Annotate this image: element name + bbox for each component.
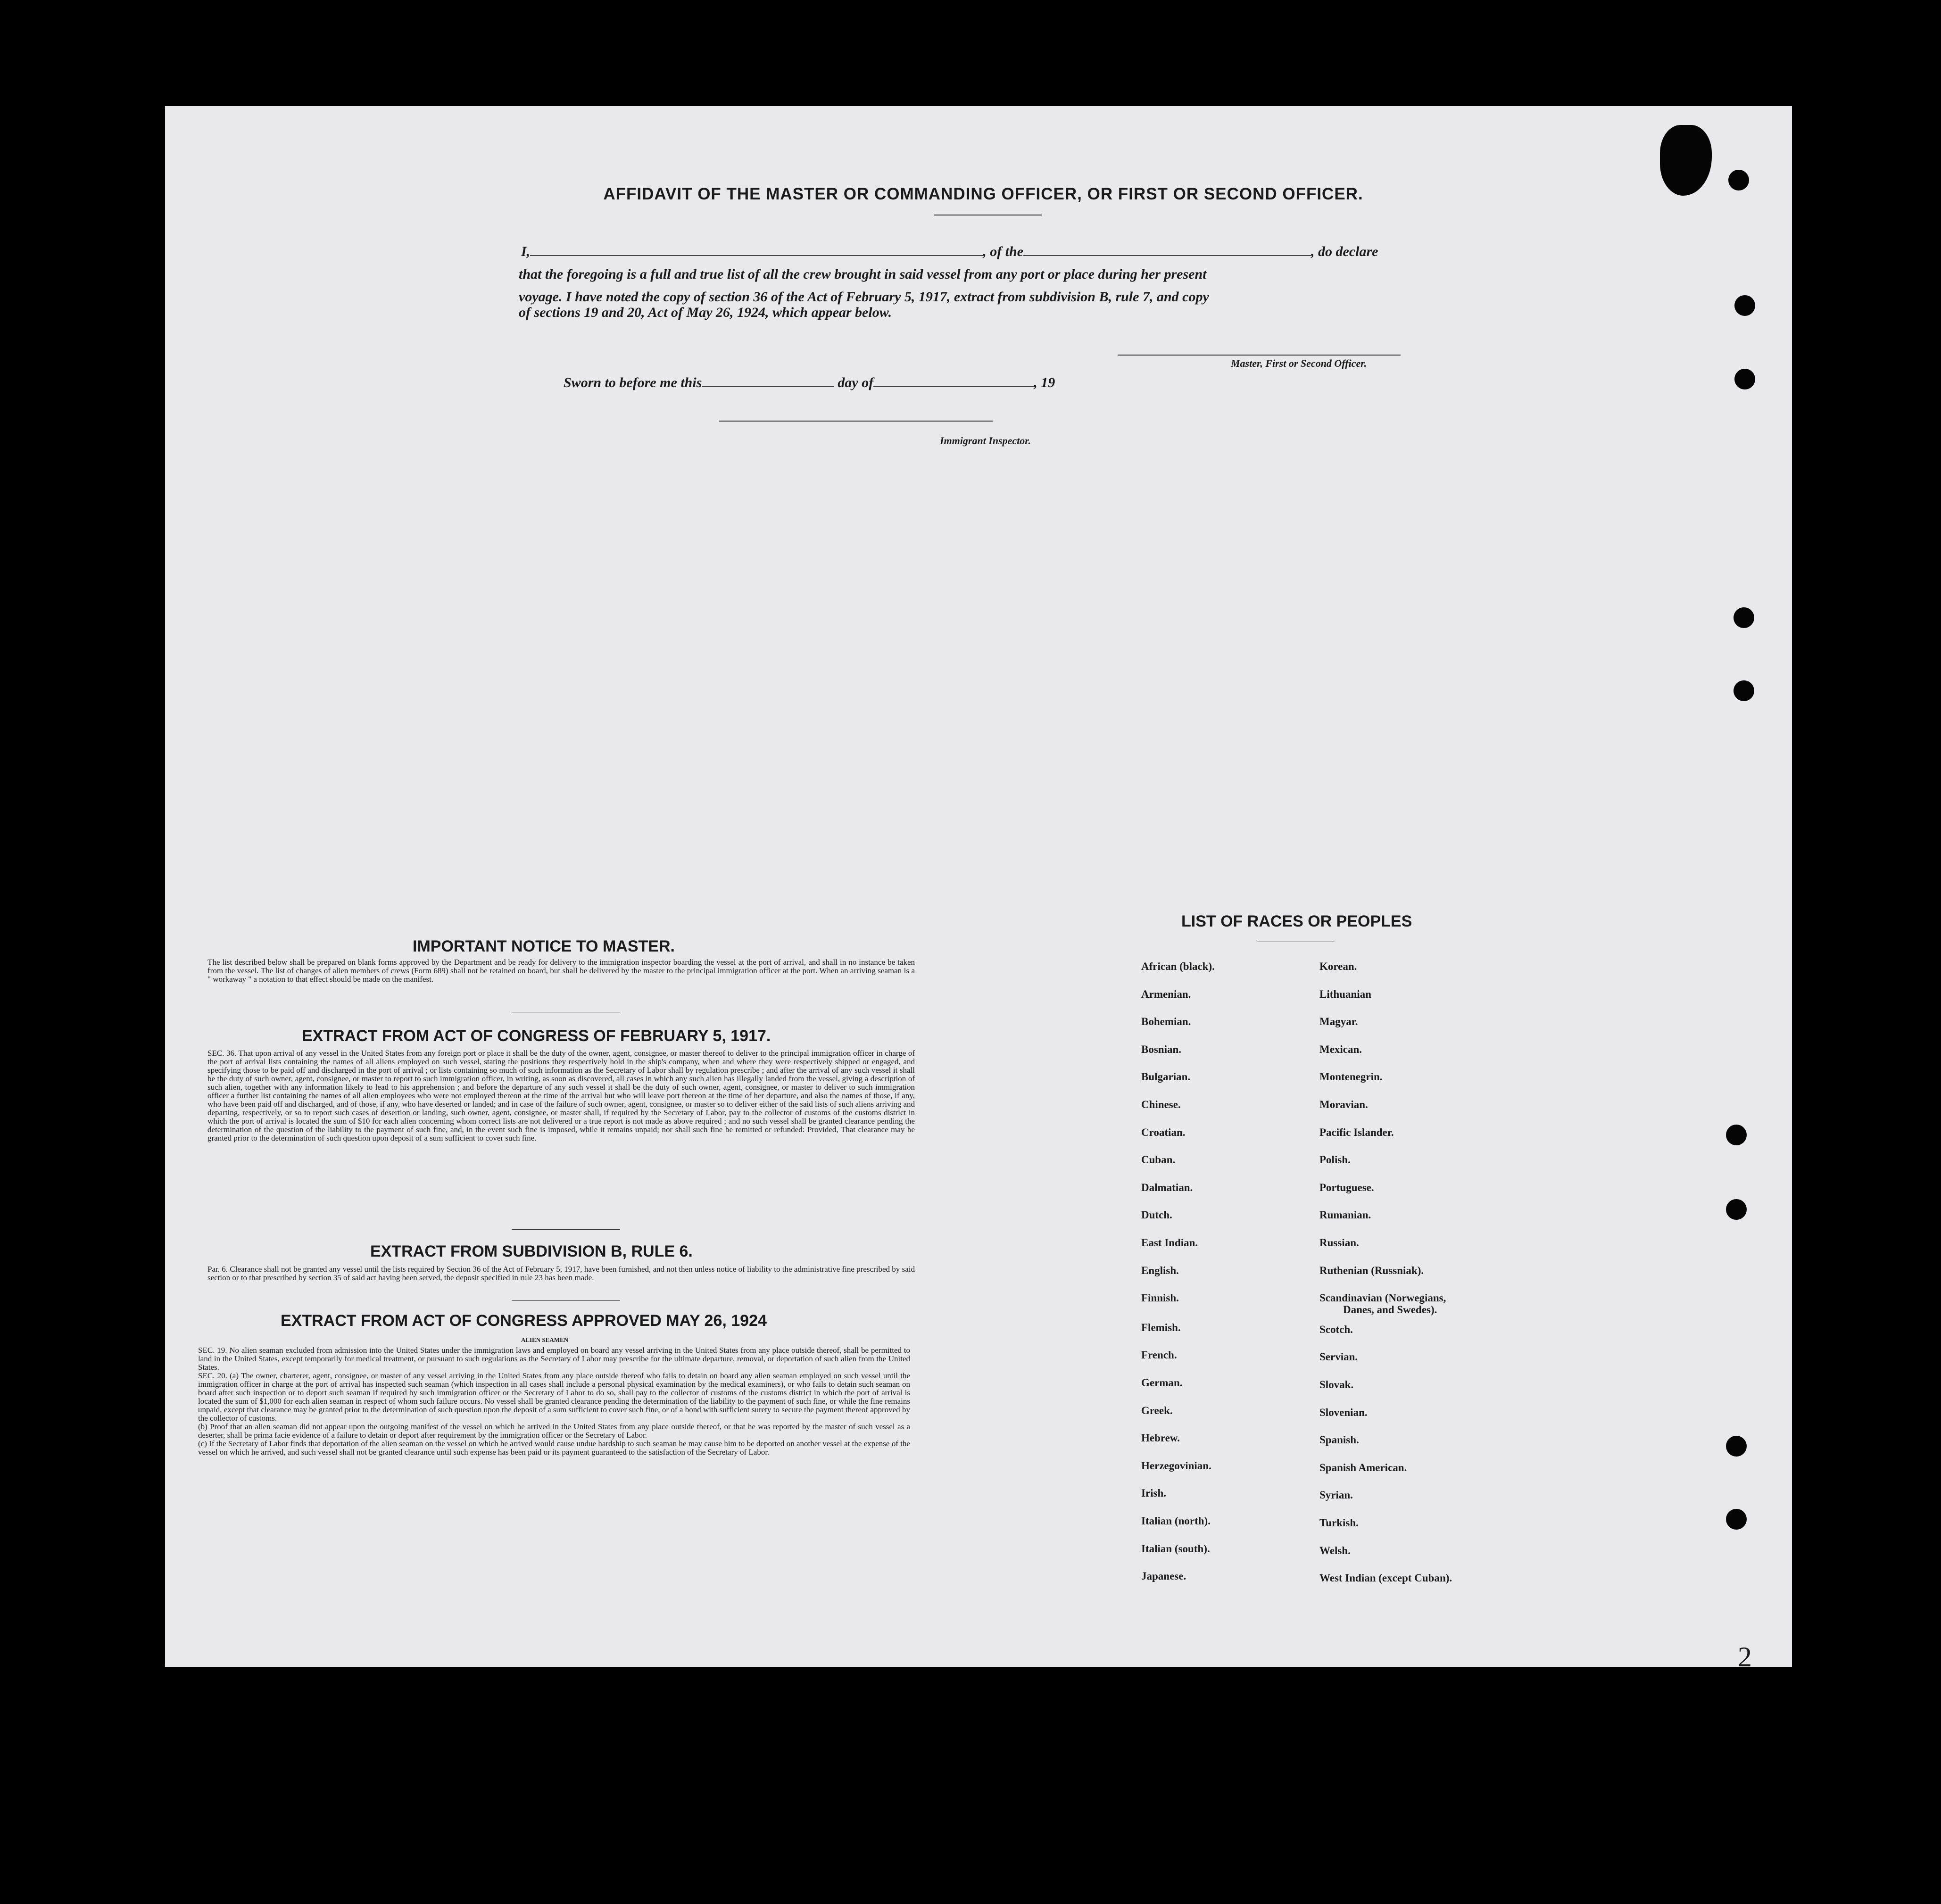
sec19-text: SEC. 19. No alien seaman excluded from admission into the United States under the immigration laws and employed on board any vessel arriving in the United States from any place outside thereof, shall be permitted to land in the United States, except temporarily for medical treatment, or pursuant to such regulations as the Secretary of Labor may prescribe for the ultimate departure, removal, or deportation of such alien from the United States. — [198, 1346, 910, 1372]
race-item: Turkish. — [1319, 1517, 1359, 1529]
race-item: Servian. — [1319, 1351, 1358, 1363]
affidavit-line-3: voyage. I have noted the copy of section 36 of the Act of February 5, 1917, extract from subdivision B, rule 7, and copy — [519, 289, 1209, 305]
race-item: Portuguese. — [1319, 1182, 1374, 1193]
race-item: Mexican. — [1319, 1043, 1362, 1055]
race-item: Ruthenian (Russniak). — [1319, 1265, 1424, 1276]
race-item: Scandinavian (Norwegians, — [1319, 1292, 1446, 1304]
race-item: English. — [1141, 1265, 1179, 1276]
race-item: Syrian. — [1319, 1489, 1353, 1501]
race-item: Russian. — [1319, 1237, 1359, 1249]
affidavit-title: AFFIDAVIT OF THE MASTER OR COMMANDING OFFICER, OR FIRST OR SECOND OFFICER. — [603, 185, 1363, 203]
race-item: Polish. — [1319, 1154, 1351, 1166]
rule6-divider — [512, 1300, 620, 1301]
extract-1924-body — [198, 1346, 910, 1457]
vessel-blank[interactable] — [1023, 255, 1311, 256]
extract-1917-title: EXTRACT FROM ACT OF CONGRESS OF FEBRUARY 5, 1917. — [302, 1027, 771, 1045]
sworn-line — [564, 372, 1055, 394]
race-item: Cuban. — [1141, 1154, 1176, 1166]
races-title: LIST OF RACES OR PEOPLES — [1181, 912, 1412, 930]
race-item: Spanish American. — [1319, 1462, 1407, 1474]
race-item: Flemish. — [1141, 1322, 1181, 1333]
punch-hole — [1726, 1125, 1747, 1145]
race-item: Bulgarian. — [1141, 1071, 1191, 1083]
sec20c-text: (c) If the Secretary of Labor finds that deportation of the alien seaman on the vessel on which he arrived would cause undue hardship to such seaman he may cause him to be deported on another vessel at the expense of the vessel on which he arrived, and such vessel shall not be granted clearance until such expense has been paid or its payment guaranteed to the satisfaction of the Secretary of Labor. — [198, 1439, 910, 1457]
punch-hole — [1734, 607, 1754, 628]
do-declare-label: , do declare — [1311, 244, 1378, 259]
sec20b-text: (b) Proof that an alien seaman did not appear upon the outgoing manifest of the vessel on which he arrived in the United States from any place outside thereof, or that he was reported by the master of such vessel as a deserter, shall be prima facie evidence of a failure to detain or deport after requirement by the immigration officer or the Secretary of Labor. — [198, 1422, 910, 1440]
race-item: Herzegovinian. — [1141, 1460, 1211, 1472]
margin-mark: 2 — [1738, 1641, 1752, 1672]
of-the-label: , of the — [983, 244, 1024, 259]
affidavit-line-4: of sections 19 and 20, Act of May 26, 1924, which appear below. — [519, 305, 892, 320]
race-item: West Indian (except Cuban). — [1319, 1572, 1452, 1584]
race-item: Bosnian. — [1141, 1043, 1182, 1055]
race-item: Pacific Islander. — [1319, 1126, 1394, 1138]
race-item: Slovak. — [1319, 1379, 1354, 1391]
race-item: Dutch. — [1141, 1209, 1172, 1221]
punch-hole — [1734, 369, 1755, 389]
race-item: Italian (north). — [1141, 1515, 1211, 1527]
race-item: Japanese. — [1141, 1570, 1186, 1582]
extract-1924-title: EXTRACT FROM ACT OF CONGRESS APPROVED MAY 26, 1924 — [281, 1312, 767, 1330]
race-item: Spanish. — [1319, 1434, 1359, 1446]
extract-1917-divider — [512, 1229, 620, 1230]
punch-hole — [1734, 680, 1754, 701]
race-item: Welsh. — [1319, 1545, 1351, 1556]
notice-title: IMPORTANT NOTICE TO MASTER. — [413, 937, 675, 955]
race-item: Scotch. — [1319, 1324, 1353, 1335]
notice-body: The list described below shall be prepared on blank forms approved by the Department and be ready for delivery to the immigration inspector boarding the vessel at the port of arrival, and shall in no instance be taken from the vessel. The list of changes of alien members of crews (Form 689) shall not be retained on board, but shall be delivered by the master to the principal immigration officer at the port. When an arriving seaman is a " workaway " a notation to that effect should be made on the manifest. — [207, 958, 915, 984]
race-scandinavian-continued: Danes, and Swedes). — [1343, 1304, 1437, 1316]
month-blank[interactable] — [873, 386, 1034, 387]
race-item: Irish. — [1141, 1487, 1167, 1499]
race-item: Bohemian. — [1141, 1016, 1191, 1027]
day-of-label: day of — [838, 375, 874, 390]
race-item: East Indian. — [1141, 1237, 1198, 1249]
punch-hole — [1728, 170, 1749, 190]
day-blank[interactable] — [702, 386, 834, 387]
affidavit-line-2: that the foregoing is a full and true list of all the crew brought in said vessel from any port or place during her present — [519, 266, 1207, 282]
punch-hole — [1726, 1509, 1747, 1530]
signature-line[interactable] — [1118, 355, 1401, 356]
race-item: Lithuanian — [1319, 988, 1371, 1000]
race-item: Rumanian. — [1319, 1209, 1371, 1221]
inspector-caption: Immigrant Inspector. — [940, 435, 1031, 447]
signature-caption: Master, First or Second Officer. — [1231, 357, 1367, 369]
inspector-signature-line[interactable] — [719, 421, 993, 422]
race-item: African (black). — [1141, 960, 1215, 972]
race-item: Armenian. — [1141, 988, 1191, 1000]
race-item: Greek. — [1141, 1405, 1173, 1416]
punch-hole — [1726, 1436, 1747, 1457]
rule6-title: EXTRACT FROM SUBDIVISION B, RULE 6. — [370, 1242, 693, 1260]
affidavit-line-1 — [521, 240, 1436, 263]
race-item: Finnish. — [1141, 1292, 1179, 1304]
alien-seamen-subtitle: ALIEN SEAMEN — [521, 1336, 569, 1343]
race-item: Montenegrin. — [1319, 1071, 1383, 1083]
rule6-body: Par. 6. Clearance shall not be granted any vessel until the lists required by Section 36 of the Act of February 5, 1917, have been furnished, and not then unless notice of liability to the administrative fine prescribed by said section or to that prescribed by section 35 of said act having been served, the deposit specified in rule 23 has been made. — [207, 1265, 915, 1282]
race-item: Magyar. — [1319, 1016, 1358, 1027]
race-item: Moravian. — [1319, 1099, 1368, 1110]
punch-hole — [1726, 1199, 1747, 1220]
race-item: Croatian. — [1141, 1126, 1186, 1138]
i-label: I, — [521, 244, 531, 259]
extract-1917-body: SEC. 36. That upon arrival of any vessel in the United States from any foreign port or place it shall be the duty of the owner, agent, consignee, or master thereof to deliver to the principal immigration officer in charge of the port of arrival lists containing the names of all aliens employed on such vessel, stating the positions they respectively hold in the ship's company, when and where they were respectively shipped or engaged, and specifying those to be paid off and discharged in the port of arrival ; or lists containing so much of such information as the Secretary of Labor shall by regulation prescribe ; and after the arrival of any such vessel it shall be the duty of such owner, agent, consignee, or master to report to such immigration officer, in writing, as soon as discovered, all cases in which any such alien has illegally landed from the vessel, giving a description of such alien, together with any information likely to lead to his apprehension ; and before the departure of any such vessel it shall be the duty of such owner, agent, consignee, or master to deliver to such immigration officer a further list containing the names of all alien employees who were not employed thereon at the time of the arrival but who will leave port thereon at the time of her departure, and also the names of those, if any, who have been paid off and discharged, and of those, if any, who have deserted or landed; and in case of the failure of such owner, agent, consignee, or master so to deliver either of the said lists of such aliens arriving and departing, respectively, or so to report such cases of desertion or landing, such owner, agent, consignee, or master shall, if required by the Secretary of Labor, pay to the collector of customs of the customs district in which the port of arrival is located the sum of $10 for each alien concerning whom correct lists are not delivered or a true report is not made as above required ; and no such vessel shall be granted clearance pending the determination of the question of the liability to the payment of such fine, and, in the event such fine is imposed, while it remains unpaid; nor shall such fine be remitted or refunded: Provided, That clearance may be granted prior to the determination of such question upon deposit of a sum sufficient to cover such fine. — [207, 1049, 915, 1142]
sworn-label: Sworn to before me this — [564, 375, 702, 390]
race-item: Korean. — [1319, 960, 1357, 972]
race-item: Italian (south). — [1141, 1543, 1210, 1555]
race-item: Chinese. — [1141, 1099, 1181, 1110]
race-item: Dalmatian. — [1141, 1182, 1193, 1193]
race-item: Hebrew. — [1141, 1432, 1180, 1444]
name-blank[interactable] — [530, 255, 983, 256]
race-item: Slovenian. — [1319, 1407, 1368, 1418]
race-item: German. — [1141, 1377, 1183, 1389]
year-label: , 19 — [1034, 375, 1055, 390]
race-item: French. — [1141, 1349, 1177, 1361]
sec20a-text: SEC. 20. (a) The owner, charterer, agent, consignee, or master of any vessel arriving in the United States from any place outside thereof who fails to detain on board any alien seaman employed on such vessel until the immigration officer in charge at the port of arrival has inspected such seaman (which inspection in all cases shall include a personal physical examination by the medical examiners), or who fails to detain such seaman on board after such inspection or to deport such seaman if required by such immigration officer or the Secretary of Labor to do so, shall pay to the collector of customs of the customs district in which the port of arrival is located the sum of $1,000 for each alien seaman in respect of whom such failure occurs. No vessel shall be granted clearance pending the determination of the liability to the payment of such fine, or while the fine remains unpaid, except that clearance may be granted prior to the determination of such question upon the deposit of a sum sufficient to cover such fine, or of a bond with sufficient surety to secure the payment thereof approved by the collector of customs. — [198, 1371, 910, 1423]
punch-hole — [1734, 295, 1755, 316]
